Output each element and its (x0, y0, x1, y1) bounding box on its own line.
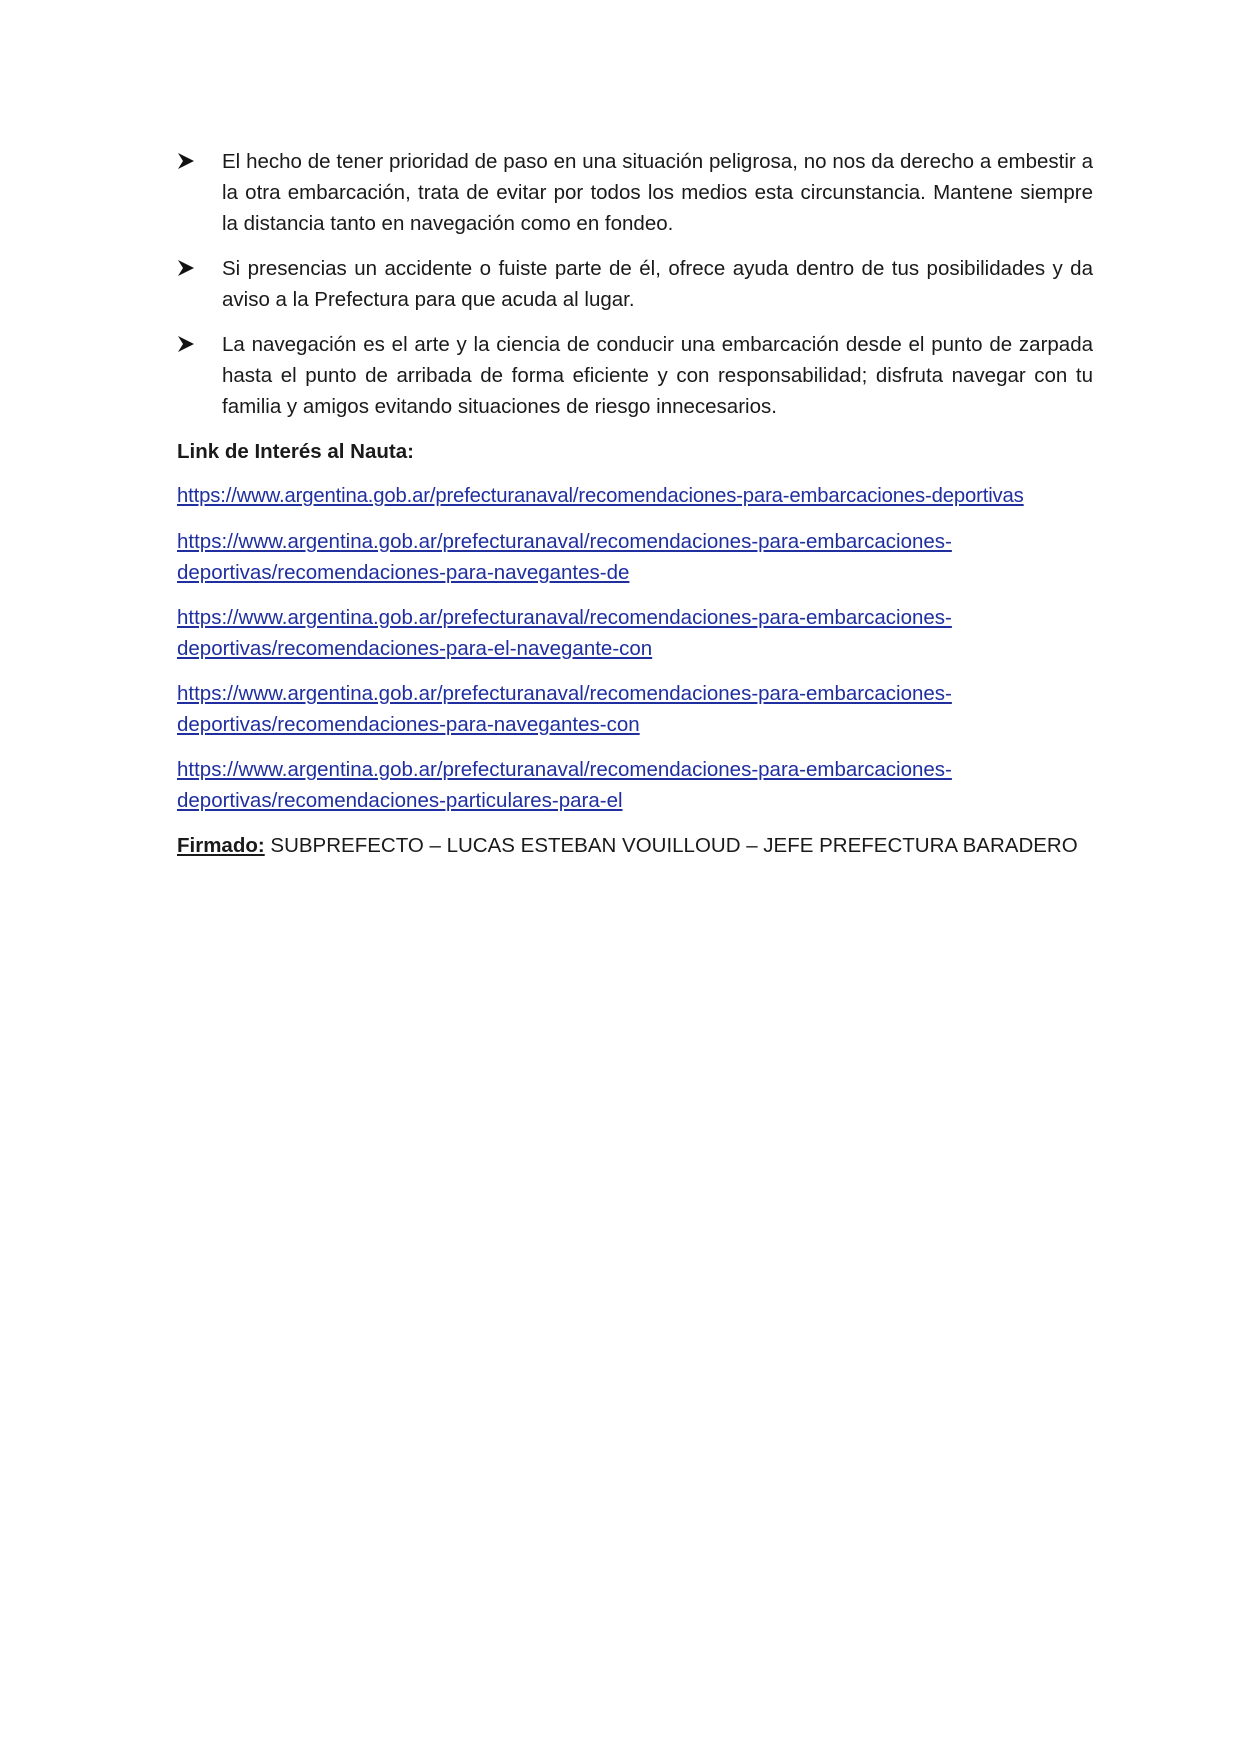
list-item-text: La navegación es el arte y la ciencia de conducir una embarcación desde el punto de zarpada hasta el punto de arribada de forma eficiente y con responsabilidad; disfruta navegar con tu familia y amigos evitando situaciones de riesgo innecesarios. (222, 333, 1093, 418)
link-deportivas[interactable]: https://www.argentina.gob.ar/prefecturanaval/recomendaciones-para-embarcaciones-deportivas (177, 485, 1024, 507)
recommendations-list (177, 146, 1093, 422)
signature-line (177, 830, 1093, 861)
arrowhead-bullet-icon (177, 152, 195, 170)
list-item-text: Si presencias un accidente o fuiste parte de él, ofrece ayuda dentro de tus posibilidades y da aviso a la Prefectura para que acuda al lugar. (222, 257, 1093, 311)
list-item (177, 146, 1093, 239)
link-particulares-para-el[interactable]: https://www.argentina.gob.ar/prefecturanaval/recomendaciones-para-embarcaciones-deportivas/recomendaciones-particulares-para-el (177, 758, 952, 812)
signature-text: SUBPREFECTO – LUCAS ESTEBAN VOUILLOUD – JEFE PREFECTURA BARADERO (264, 834, 1078, 857)
list-item-text: El hecho de tener prioridad de paso en una situación peligrosa, no nos da derecho a embestir a la otra embarcación, trata de evitar por todos los medios esta circunstancia. Mantene siempre la distancia tanto en navegación como en fondeo. (222, 150, 1093, 235)
links-heading: Link de Interés al Nauta: (177, 440, 414, 463)
link-navegantes-con[interactable]: https://www.argentina.gob.ar/prefecturanaval/recomendaciones-para-embarcaciones-deportivas/recomendaciones-para-navegantes-con (177, 682, 952, 736)
arrowhead-bullet-icon (177, 335, 195, 353)
list-item (177, 253, 1093, 315)
arrowhead-bullet-icon (177, 259, 195, 277)
page-content (177, 146, 1093, 861)
list-item (177, 329, 1093, 422)
signature-label: Firmado: (177, 834, 265, 857)
link-navegantes-de[interactable]: https://www.argentina.gob.ar/prefecturanaval/recomendaciones-para-embarcaciones-deportivas/recomendaciones-para-navegantes-de (177, 530, 952, 584)
link-navegante-con[interactable]: https://www.argentina.gob.ar/prefecturanaval/recomendaciones-para-embarcaciones-deportivas/recomendaciones-para-el-navegante-con (177, 606, 952, 660)
